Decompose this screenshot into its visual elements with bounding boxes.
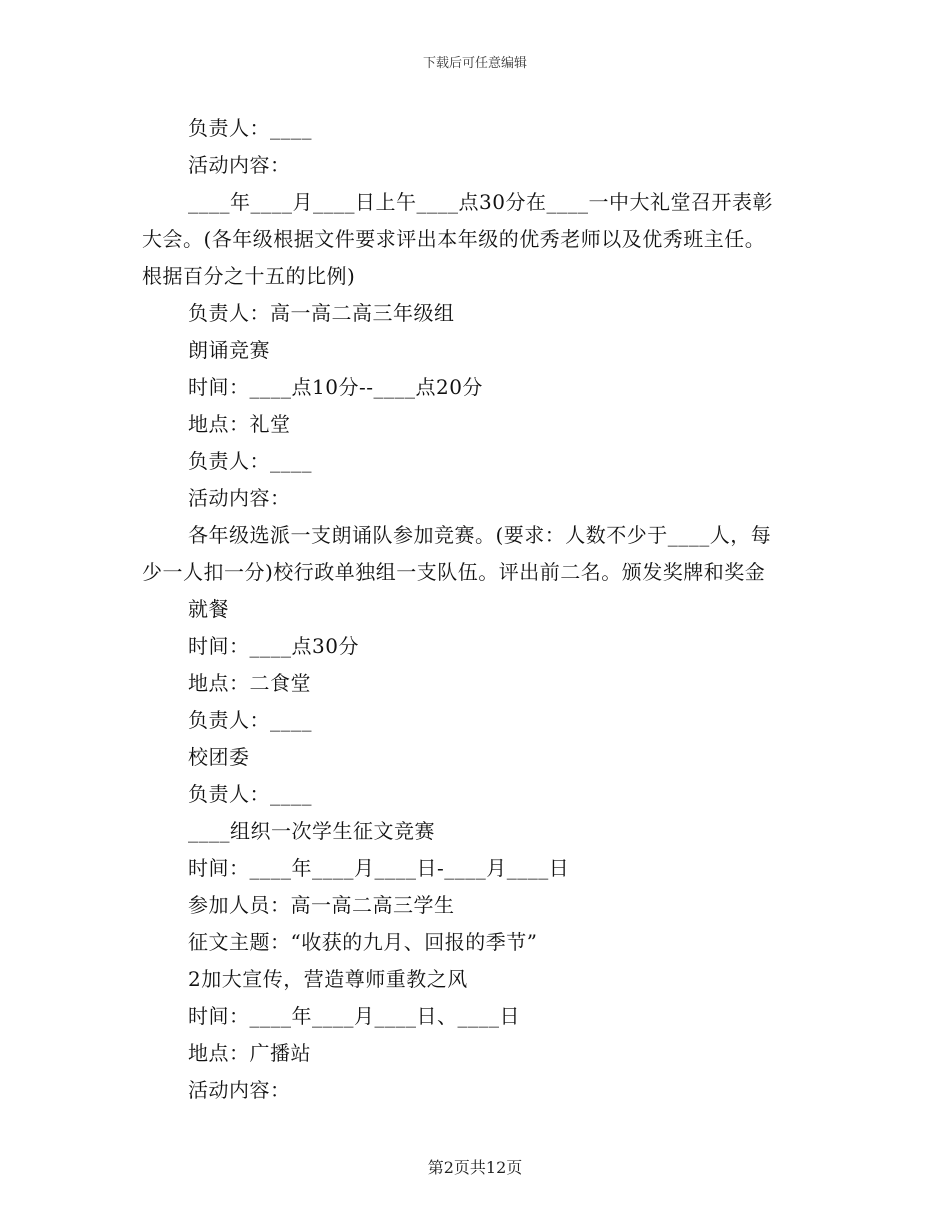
text-line: 地点：礼堂 [188, 412, 291, 436]
text-line: ____组织一次学生征文竞赛 [188, 819, 435, 843]
text-line: 负责人：____ [188, 782, 312, 806]
text-line: 时间：____点10分--____点20分 [188, 375, 483, 399]
text-line: 根据百分之十五的比例) [142, 264, 356, 288]
text-line: 大会。(各年级根据文件要求评出本年级的优秀老师以及优秀班主任。 [142, 227, 766, 251]
text-line: 时间：____年____月____日-____月____日 [188, 856, 570, 880]
text-line: 征文主题：“收获的九月、回报的季节” [188, 930, 538, 954]
text-line: 活动内容： [188, 486, 291, 510]
page-header: 下载后可任意编辑 [422, 56, 527, 71]
text-line: 时间：____点30分 [188, 634, 359, 658]
text-line: 负责人：高一高二高三年级组 [188, 301, 455, 325]
text-line: 地点：广播站 [188, 1041, 311, 1065]
text-line: 少一人扣一分)校行政单独组一支队伍。评出前二名。颁发奖牌和奖金 [142, 560, 766, 584]
section-heading: 2加大宣传，营造尊师重教之风 [188, 967, 468, 991]
text-line: ____年____月____日上午____点30分在____一中大礼堂召开表彰 [188, 190, 773, 214]
text-line: 参加人员：高一高二高三学生 [188, 893, 455, 917]
text-line: 负责人：____ [188, 708, 312, 732]
text-line: 活动内容： [188, 1078, 291, 1102]
section-heading: 朗诵竞赛 [188, 338, 270, 362]
section-heading: 校团委 [188, 745, 250, 769]
text-line: 活动内容： [188, 153, 291, 177]
text-line: 负责人：____ [188, 116, 312, 140]
text-line: 负责人：____ [188, 449, 312, 473]
section-heading: 就餐 [188, 597, 229, 621]
text-line: 地点：二食堂 [188, 671, 311, 695]
page-footer: 第2页共12页 [427, 1158, 523, 1177]
text-line: 时间：____年____月____日、____日 [188, 1004, 520, 1028]
document-body [142, 110, 807, 1109]
text-line: 各年级选派一支朗诵队参加竞赛。(要求：人数不少于____人，每 [188, 523, 772, 547]
